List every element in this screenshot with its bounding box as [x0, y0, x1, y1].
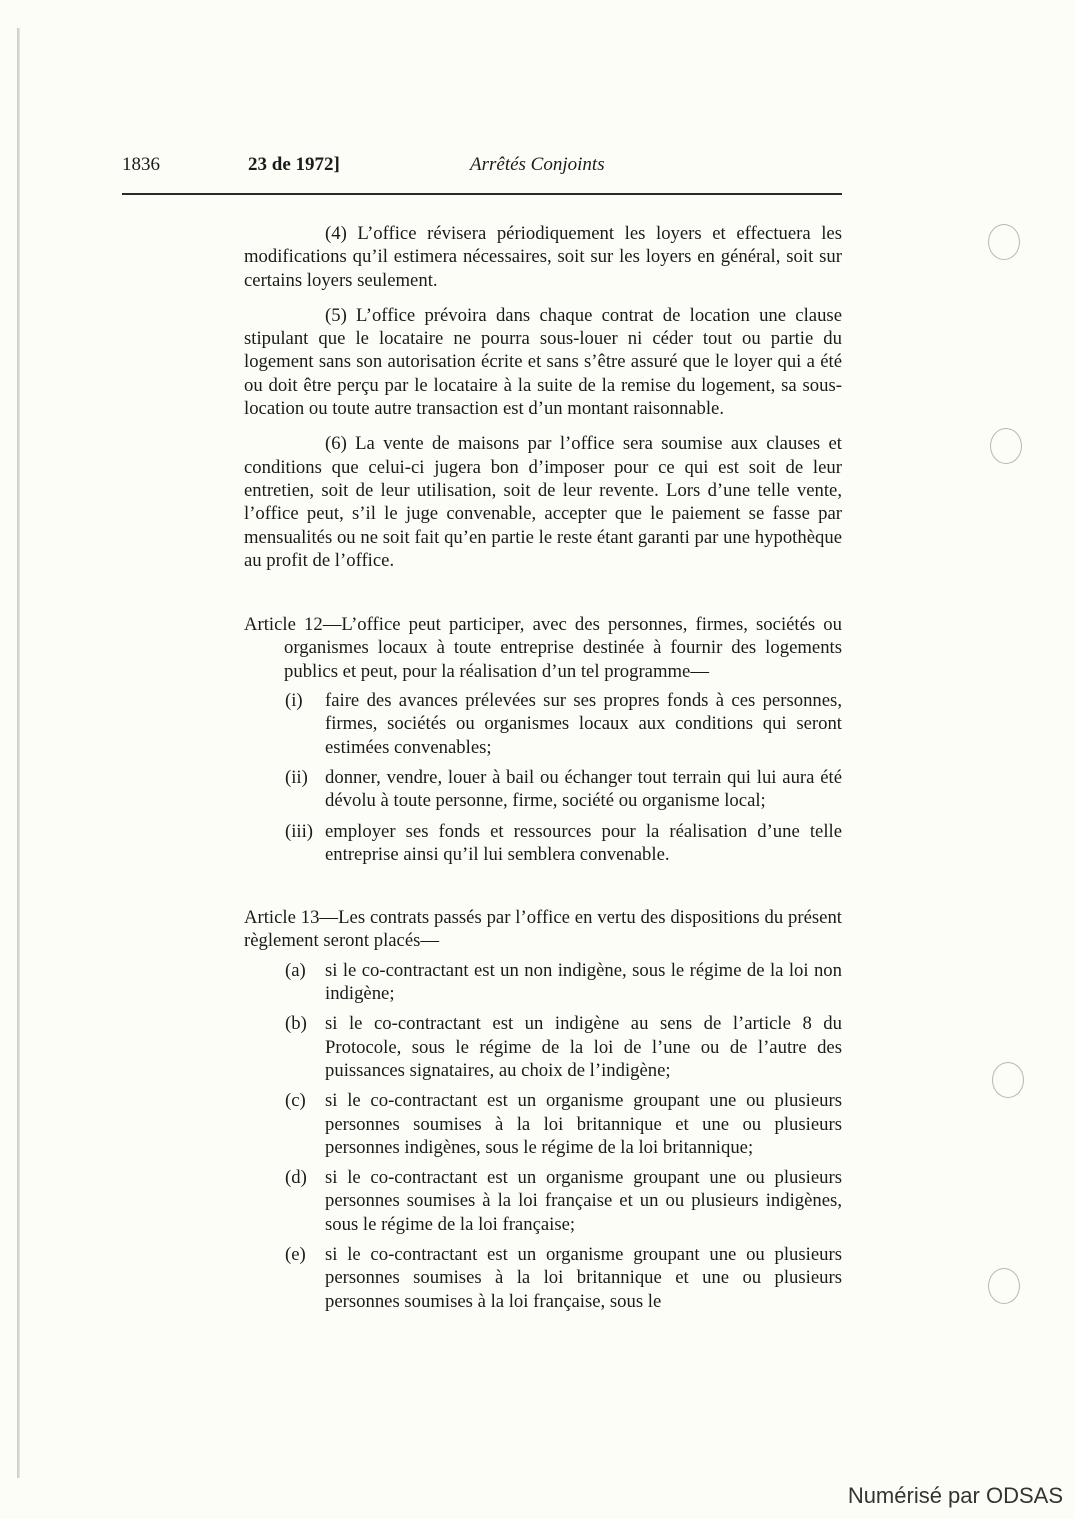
list-item: [244, 766, 842, 813]
list-item: [244, 689, 842, 759]
article-13-intro: Article 13—Les contrats passés par l’office en vertu des dispositions du présent règlement seront placés—: [244, 907, 842, 952]
document-reference: 23 de 1972]: [248, 154, 340, 175]
list-item: [244, 1089, 842, 1159]
page-edge: [17, 28, 20, 1478]
item-number: (iii): [285, 820, 314, 842]
binder-hole: [990, 428, 1022, 464]
page-header: [0, 154, 1075, 180]
item-number: (i): [285, 690, 303, 712]
paragraph-6: (6) La vente de maisons par l’office sera soumise aux clauses et conditions que celui-ci jugera bon d’imposer pour ce qui est soit de leur entretien, soit de leur utilisation, soit de leur revente. Lors d’une telle vente, l’office peut, s’il le juge convenable, accepter que le paiement se fasse par mensualités ou ne soit fait qu’en partie le reste étant garanti par une hypothèque au profit de l’office.: [244, 433, 842, 571]
item-text: si le co-contractant est un non indigène, sous le régime de la loi non indigène;: [325, 959, 842, 1005]
item-number: (a): [285, 959, 306, 981]
list-item: [244, 820, 842, 867]
paragraph-5: (5) L’office prévoira dans chaque contrat de location une clause stipulant que le locataire ne pourra sous-louer ni céder tout ou partie du logement sans son autorisation écrite et sans s’être assuré que le loyer qui a été ou doit être perçu par le locataire à la suite de la remise du logement, sa sous-location ou toute autre transaction est d’un montant raisonnable.: [244, 304, 842, 420]
header-rule: [122, 193, 842, 195]
item-number: (c): [285, 1090, 306, 1112]
article-13-list: [244, 959, 842, 1313]
article-12-list: [244, 689, 842, 866]
list-item: [244, 959, 842, 1006]
page-number: 1836: [122, 154, 160, 175]
binder-hole: [992, 1062, 1024, 1098]
item-text: si le co-contractant est un indigène au sens de l’article 8 du Protocole, sous le régime de la loi de l’une ou de l’autre des puissances signataires, au choix de l’indigène;: [325, 1013, 842, 1081]
digitization-credit: Numérisé par ODSAS: [847, 1483, 1063, 1508]
document-body: [244, 222, 842, 1326]
binder-hole: [988, 224, 1020, 260]
item-text: employer ses fonds et ressources pour la réalisation d’une telle entreprise ainsi qu’il lui semblera convenable.: [325, 820, 842, 865]
item-text: faire des avances prélevées sur ses propres fonds à ces personnes, firmes, sociétés ou organismes locaux aux conditions qui seront estimées convenables;: [325, 690, 842, 758]
binder-hole: [988, 1268, 1020, 1304]
running-title: Arrêtés Conjoints: [470, 154, 605, 175]
article-12-intro: Article 12—L’office peut participer, avec des personnes, firmes, sociétés ou organismes locaux à toute entreprise destinée à fournir des logements publics et peut, pour la réalisation d’un tel programme—: [244, 614, 842, 682]
list-item: [244, 1166, 842, 1236]
list-item: [244, 1243, 842, 1313]
paragraph-4: (4) L’office révisera périodiquement les loyers et effectuera les modifications qu’il estimera nécessaires, soit sur les loyers en général, soit sur certains loyers seulement.: [244, 223, 842, 291]
item-number: (ii): [285, 766, 308, 788]
item-text: si le co-contractant est un organisme groupant une ou plusieurs personnes soumises à la loi britannique et une ou plusieurs personnes indigènes, sous le régime de la loi britannique;: [325, 1090, 842, 1158]
item-text: donner, vendre, louer à bail ou échanger tout terrain qui lui aura été dévolu à toute personne, firme, société ou organisme local;: [325, 766, 842, 812]
item-text: si le co-contractant est un organisme groupant une ou plusieurs personnes soumises à la loi française et un ou plusieurs indigènes, sous le régime de la loi française;: [325, 1167, 842, 1235]
item-number: (b): [285, 1013, 307, 1035]
list-item: [244, 1012, 842, 1082]
item-number: (e): [285, 1243, 306, 1265]
item-text: si le co-contractant est un organisme groupant une ou plusieurs personnes soumises à la loi britannique et une ou plusieurs personnes soumises à la loi française, sous le: [325, 1243, 842, 1312]
item-number: (d): [285, 1167, 307, 1189]
